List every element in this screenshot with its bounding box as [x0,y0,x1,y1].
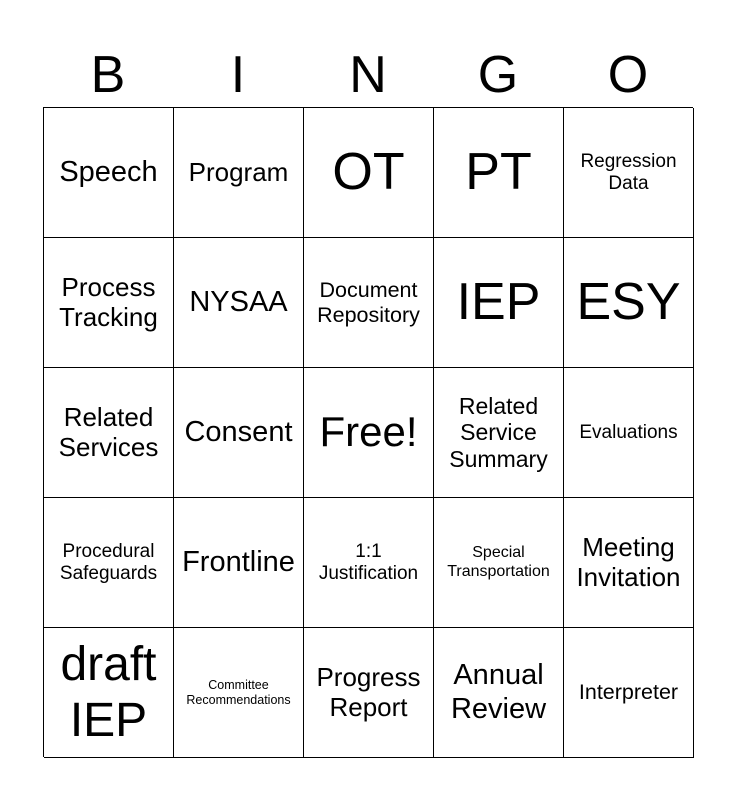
bingo-cell-r4c3[interactable] [434,628,564,758]
bingo-cell-r1c0[interactable] [44,238,174,368]
bingo-cell-r3c0[interactable] [44,498,174,628]
cell-label: Related Services [58,401,159,462]
cell-label: Program [188,156,289,187]
bingo-cell-r0c3[interactable] [434,108,564,238]
cell-label: NYSAA [189,285,288,318]
bingo-cell-r4c4[interactable] [564,628,694,758]
bingo-cell-free[interactable] [304,368,434,498]
cell-label: Procedural Safeguards [59,540,158,584]
cell-label: Related Service Summary [449,392,548,472]
header-letter-i: I [230,46,246,104]
cell-label: Special Transportation [447,544,550,580]
bingo-cell-r2c4[interactable] [564,368,694,498]
cell-label: Evaluations [579,421,678,443]
bingo-cell-r1c2[interactable] [304,238,434,368]
bingo-cell-r3c1[interactable] [174,498,304,628]
cell-label: ESY [576,272,681,331]
bingo-cell-r1c1[interactable] [174,238,304,368]
header-letter-n: N [349,46,387,104]
cell-label: IEP [456,272,541,331]
bingo-cell-r1c4[interactable] [564,238,694,368]
cell-label: Consent [184,415,293,448]
cell-label: Process Tracking [59,271,158,332]
bingo-cell-r0c4[interactable] [564,108,694,238]
bingo-cell-r3c4[interactable] [564,498,694,628]
bingo-cell-r2c0[interactable] [44,368,174,498]
bingo-cell-r2c1[interactable] [174,368,304,498]
bingo-cell-r2c3[interactable] [434,368,564,498]
cell-label: Meeting Invitation [576,531,681,592]
bingo-cell-r0c2[interactable] [304,108,434,238]
cell-label: OT [332,142,405,201]
bingo-cell-r4c2[interactable] [304,628,434,758]
bingo-grid [43,107,693,757]
header-letter-o: O [607,46,649,104]
cell-label: Speech [59,155,158,188]
cell-label: Annual Review [450,659,547,725]
cell-label: Committee Recommendations [186,678,291,707]
bingo-cell-r3c2[interactable] [304,498,434,628]
cell-label: Regression Data [580,150,677,194]
cell-label: Frontline [182,545,295,578]
bingo-cell-r0c0[interactable] [44,108,174,238]
cell-label: draft IEP [60,638,157,747]
cell-label: Interpreter [578,680,679,705]
bingo-cell-r4c0[interactable] [44,628,174,758]
bingo-cell-r1c3[interactable] [434,238,564,368]
cell-label: Progress Report [316,661,421,722]
cell-label: 1:1 Justification [318,540,419,584]
header-letter-g: G [477,46,519,104]
free-space-label: Free! [319,408,418,456]
bingo-header [43,44,693,106]
bingo-cell-r0c1[interactable] [174,108,304,238]
bingo-cell-r3c3[interactable] [434,498,564,628]
header-letter-b: B [90,46,126,104]
cell-label: Document Repository [317,277,420,327]
bingo-cell-r4c1[interactable] [174,628,304,758]
cell-label: PT [465,142,532,201]
